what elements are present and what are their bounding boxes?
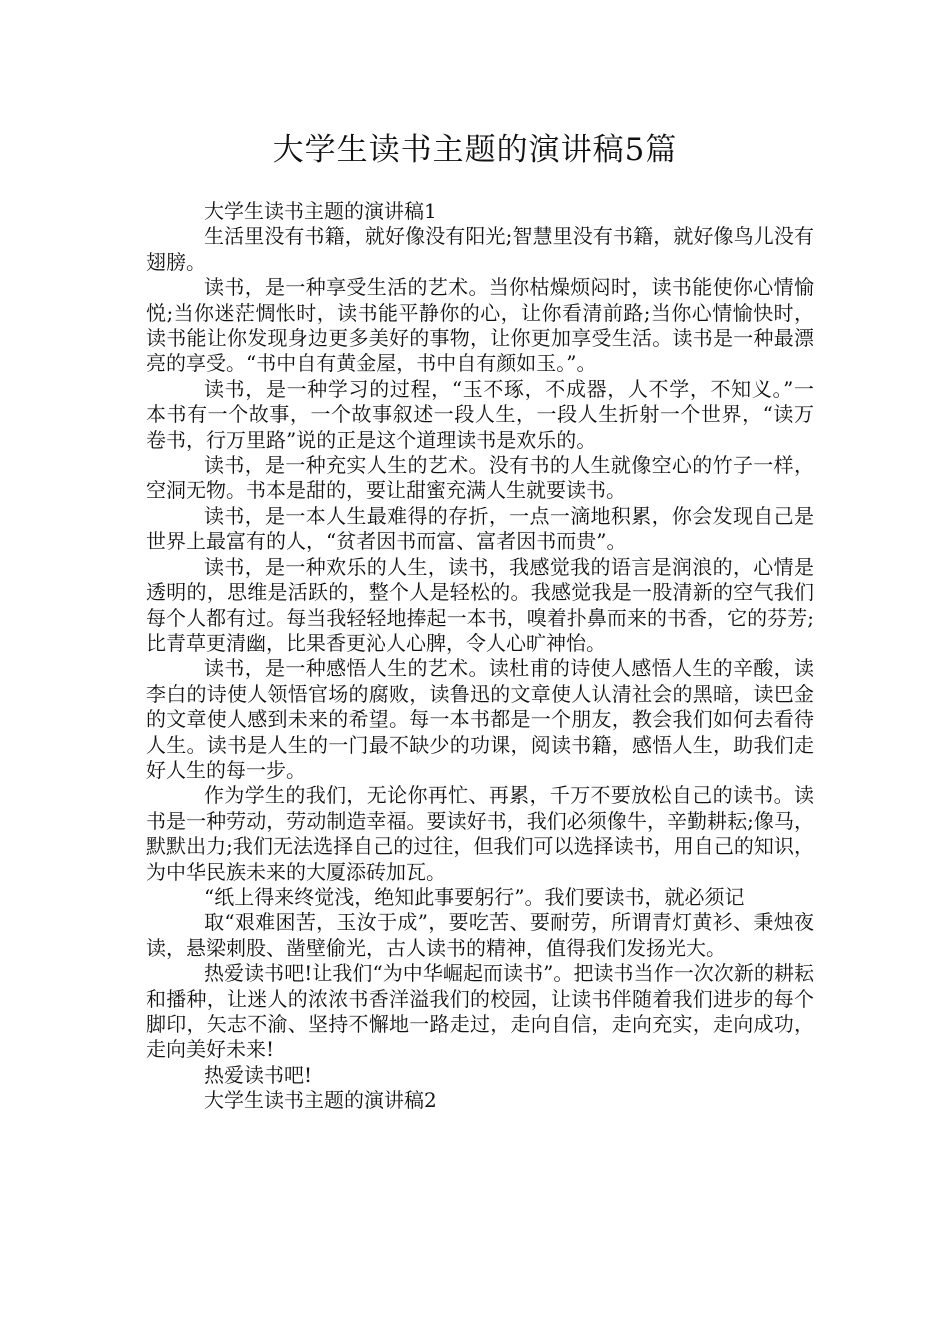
paragraph: 取“艰难困苦，玉汝于成”，要吃苦、要耐劳，所谓青灯黄衫、秉烛夜读，悬梁刺股、凿壁偷光，古人读书的精神，值得我们发扬光大。 <box>146 910 814 960</box>
document-title: 大学生读书主题的演讲稿5篇 <box>272 132 678 168</box>
paragraph-speech-2-heading: 大学生读书主题的演讲稿2 <box>204 1088 437 1113</box>
paragraph: 读书，是一本人生最难得的存折，一点一滴地积累，你会发现自己是世界上最富有的人，“贫者因书而富、富者因书而贵”。 <box>146 503 814 554</box>
paragraph: 热爱读书吧! <box>204 1062 313 1087</box>
paragraph: 读书，是一种享受生活的艺术。当你枯燥烦闷时，读书能使你心情愉悦;当你迷茫惆怅时，读书能平静你的心，让你看清前路;当你心情愉快时，读书能让你发现身边更多美好的事物，让你更加享受生活。读书是一种最漂亮的享受。“书中自有黄金屋，书中自有颜如玉。”。 <box>146 275 814 376</box>
document-body <box>146 199 814 1114</box>
paragraph: 生活里没有书籍，就好像没有阳光;智慧里没有书籍，就好像鸟儿没有翅膀。 <box>146 224 814 274</box>
paragraph: 读书，是一种感悟人生的艺术。读杜甫的诗使人感悟人生的辛酸，读李白的诗使人领悟官场的腐败，读鲁迅的文章使人认清社会的黑暗，读巴金的文章使人感到未来的希望。每一本书都是一个朋友，教会我们如何去看待人生。读书是人生的一门最不缺少的功课，阅读书籍，感悟人生，助我们走好人生的每一步。 <box>146 656 814 782</box>
paragraph: “纸上得来终觉浅，绝知此事要躬行”。我们要读书，就必须记 <box>204 884 745 909</box>
paragraph: 作为学生的我们，无论你再忙、再累，千万不要放松自己的读书。读书是一种劳动，劳动制造幸福。要读好书，我们必须像牛，辛勤耕耘;像马，默默出力;我们无法选择自己的过往，但我们可以选择读书，用自己的知识，为中华民族未来的大厦添砖加瓦。 <box>146 783 814 884</box>
paragraph-speech-1-heading: 大学生读书主题的演讲稿1 <box>204 199 437 223</box>
paragraph: 读书，是一种欢乐的人生，读书，我感觉我的语言是润浪的，心情是透明的，思维是活跃的，整个人是轻松的。我感觉我是一股清新的空气我们每个人都有过。每当我轻轻地捧起一本书，嗅着扑鼻而来的书香，它的芬芳;比青草更清幽，比果香更沁人心脾，令人心旷神怡。 <box>146 554 814 655</box>
paragraph: 读书，是一种学习的过程，“玉不琢，不成器，人不学，不知义。”一本书有一个故事，一个故事叙述一段人生，一段人生折射一个世界，“读万卷书，行万里路”说的正是这个道理读书是欢乐的。 <box>146 376 814 452</box>
paragraph: 读书，是一种充实人生的艺术。没有书的人生就像空心的竹子一样，空洞无物。书本是甜的，要让甜蜜充满人生就要读书。 <box>146 453 814 503</box>
paragraph: 热爱读书吧!让我们“为中华崛起而读书”。把读书当作一次次新的耕耘和播种，让迷人的浓浓书香洋溢我们的校园，让读书伴随着我们进步的每个脚印，矢志不渝、坚持不懈地一路走过，走向自信，走向充实，走向成功，走向美好未来! <box>146 961 814 1062</box>
